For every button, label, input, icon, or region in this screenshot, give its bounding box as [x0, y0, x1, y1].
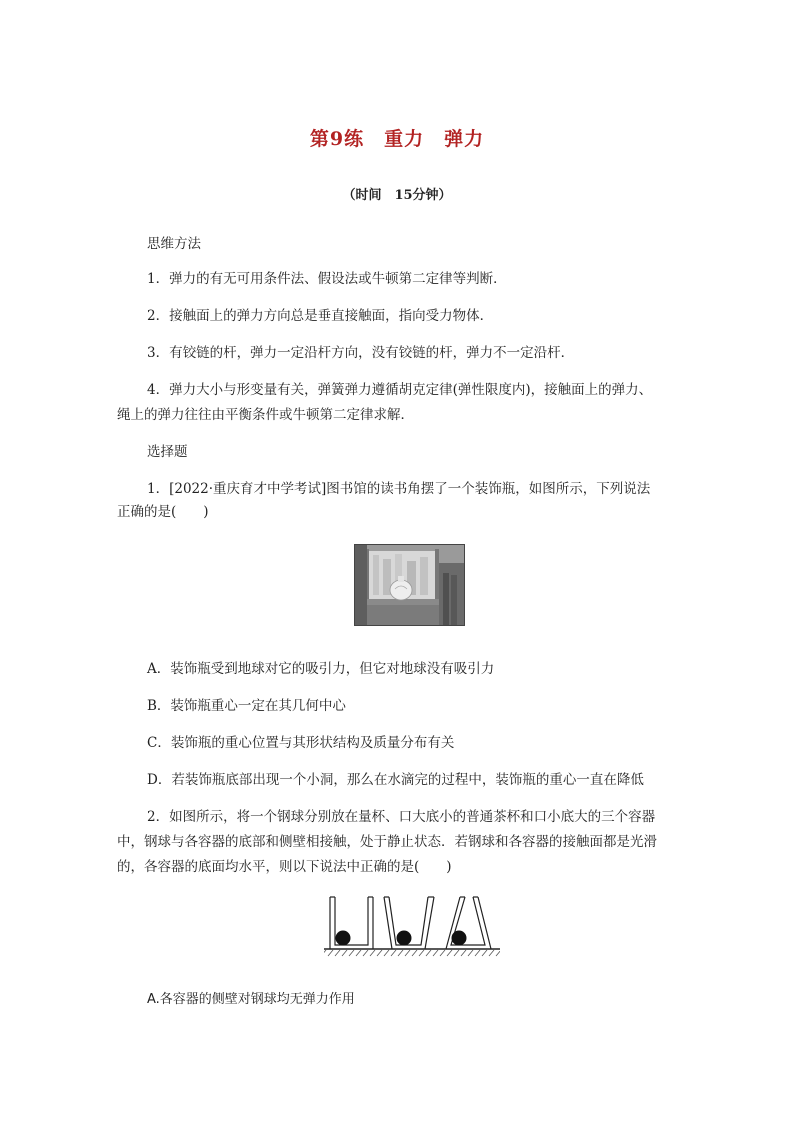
method-item-1: 1．弹力的有无可用条件法、假设法或牛顿第二定律等判断．: [147, 271, 507, 287]
q2-option-a: A.各容器的侧壁对钢球均无弹力作用: [147, 992, 355, 1007]
method-item-2: 2．接触面上的弹力方向总是垂直接触面，指向受力物体．: [147, 308, 494, 324]
q2-stem-line2: 中，钢球与各容器的底部和侧壁相接触，处于静止状态．若钢球和各容器的接触面都是光滑: [117, 834, 657, 850]
q1-option-c: C．装饰瓶的重心位置与其形状结构及质量分布有关: [147, 735, 455, 751]
method-item-3: 3．有铰链的杆，弹力一定沿杆方向，没有铰链的杆，弹力不一定沿杆．: [147, 345, 575, 361]
time-note: （时间 15分钟）: [342, 188, 452, 203]
method-heading: 思维方法: [147, 236, 201, 252]
page-title: 第9练 重力 弹力: [309, 128, 485, 150]
method-item-4: 4．弹力大小与形变量有关，弹簧弹力遵循胡克定律(弹性限度内)，接触面上的弹力、: [147, 382, 653, 398]
q1-option-a: A．装饰瓶受到地球对它的吸引力，但它对地球没有吸引力: [147, 661, 495, 677]
q1-figure-decorative-vase-photo: [354, 544, 465, 626]
q1-stem-line2: 正确的是( ): [117, 504, 209, 520]
q1-option-d: D．若装饰瓶底部出现一个小洞，那么在水滴完的过程中，装饰瓶的重心一直在降低: [147, 772, 644, 788]
method-item-4-cont: 绳上的弹力往往由平衡条件或牛顿第二定律求解．: [117, 407, 414, 423]
q2-stem-line1: 2．如图所示，将一个钢球分别放在量杯、口大底小的普通茶杯和口小底大的三个容器: [147, 809, 656, 825]
q1-option-b: B．装饰瓶重心一定在其几何中心: [147, 698, 346, 714]
choice-heading: 选择题: [147, 444, 188, 460]
q2-stem-line3: 的，各容器的底面均水平，则以下说法中正确的是( ): [117, 859, 452, 875]
q2-figure-three-containers: [324, 893, 500, 957]
q1-stem-line1: 1．[2022·重庆育才中学考试]图书馆的读书角摆了一个装饰瓶，如图所示，下列说法: [147, 481, 651, 497]
